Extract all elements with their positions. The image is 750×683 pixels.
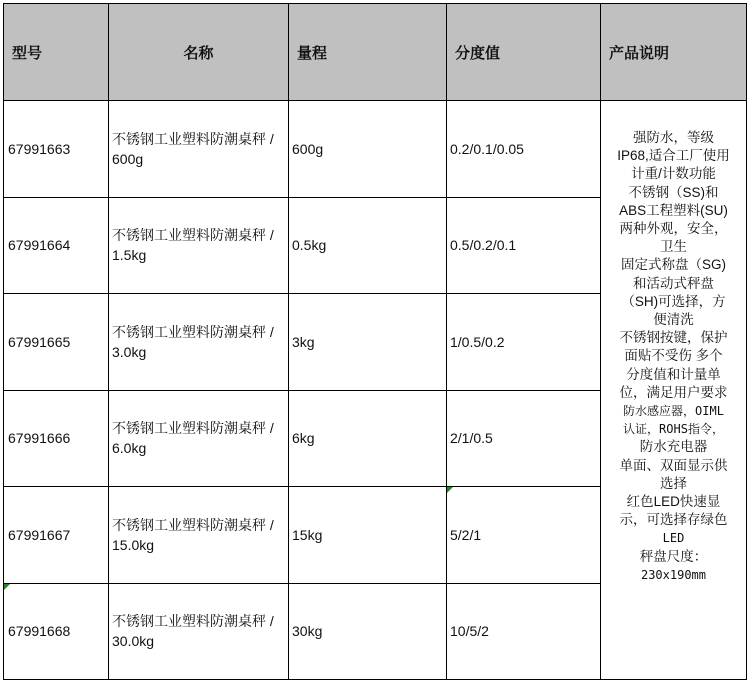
capacity-cell: 600g xyxy=(289,101,447,198)
capacity-cell: 30kg xyxy=(289,583,447,680)
header-name: 名称 xyxy=(109,4,289,101)
capacity-cell: 3kg xyxy=(289,294,447,391)
header-division: 分度值 xyxy=(447,4,601,101)
product-spec-table xyxy=(3,3,747,680)
model-cell: 67991666 xyxy=(4,390,109,487)
description-line: 选择 xyxy=(660,475,687,491)
description-line: 红色LED快速显 xyxy=(626,494,721,510)
description-line: 秤盘尺度： xyxy=(639,548,708,564)
division-cell: 1/0.5/0.2 xyxy=(447,294,601,391)
description-line: 两种外观，安全， xyxy=(619,221,728,237)
model-cell: 67991665 xyxy=(4,294,109,391)
comment-indicator-icon[interactable] xyxy=(4,584,10,590)
description-line: 计重/计数功能 xyxy=(631,166,716,182)
model-cell: 67991663 xyxy=(4,101,109,198)
header-row xyxy=(4,4,747,101)
division-value: 5/2/1 xyxy=(450,526,482,543)
description-line: 230x190mm xyxy=(640,567,707,582)
description-cell xyxy=(601,101,747,680)
header-description: 产品说明 xyxy=(601,4,747,101)
description-line: 防水充电器 xyxy=(639,439,708,455)
capacity-cell: 0.5kg xyxy=(289,197,447,294)
division-cell: 0.2/0.1/0.05 xyxy=(447,101,601,198)
name-cell: 不锈钢工业塑料防潮桌秤 / 600g xyxy=(109,101,289,198)
name-cell: 不锈钢工业塑料防潮桌秤 / 3.0kg xyxy=(109,294,289,391)
description-line: IP68,适合工厂使用 xyxy=(617,148,730,164)
name-cell: 不锈钢工业塑料防潮桌秤 / 15.0kg xyxy=(109,487,289,584)
description-line: 便清洗 xyxy=(653,312,694,328)
division-cell xyxy=(447,487,601,584)
name-cell: 不锈钢工业塑料防潮桌秤 / 30.0kg xyxy=(109,583,289,680)
description-line: 位，满足用户要求 xyxy=(619,384,728,400)
name-cell: 不锈钢工业塑料防潮桌秤 / 1.5kg xyxy=(109,197,289,294)
header-model: 型号 xyxy=(4,4,109,101)
table-row xyxy=(4,101,747,198)
capacity-cell: 6kg xyxy=(289,390,447,487)
description-line: 面贴不受伤 多个 xyxy=(624,348,723,364)
division-cell: 2/1/0.5 xyxy=(447,390,601,487)
description-line: 卫生 xyxy=(660,239,687,255)
description-line: 固定式称盘（SG) xyxy=(620,257,726,273)
description-line: 不锈钢按键，保护 xyxy=(619,330,728,346)
description-line: 单面、双面显示供 xyxy=(619,457,728,473)
model-cell: 67991664 xyxy=(4,197,109,294)
description-line: ABS工程塑料(SU) xyxy=(619,202,728,218)
model-value: 67991668 xyxy=(8,623,71,640)
description-line: 示，可选择存绿色 xyxy=(619,512,728,528)
comment-indicator-icon[interactable] xyxy=(447,487,453,493)
description-line: 强防水，等级 xyxy=(633,130,714,145)
description-line: 和活动式秤盘 xyxy=(633,275,714,291)
description-line: 防水感应器，OIML xyxy=(623,404,724,419)
description-line: 分度值和计量单 xyxy=(626,366,721,382)
capacity-cell: 15kg xyxy=(289,487,447,584)
division-cell: 10/5/2 xyxy=(447,583,601,680)
model-cell xyxy=(4,583,109,680)
model-cell: 67991667 xyxy=(4,487,109,584)
name-cell: 不锈钢工业塑料防潮桌秤 / 6.0kg xyxy=(109,390,289,487)
header-capacity: 量程 xyxy=(289,4,447,101)
description-line: 不锈钢（SS)和 xyxy=(628,184,719,200)
description-line: （SH)可选择，方 xyxy=(621,293,726,309)
description-line: LED xyxy=(662,531,685,546)
description-line: 认证，ROHS指令， xyxy=(623,422,724,437)
division-cell: 0.5/0.2/0.1 xyxy=(447,197,601,294)
